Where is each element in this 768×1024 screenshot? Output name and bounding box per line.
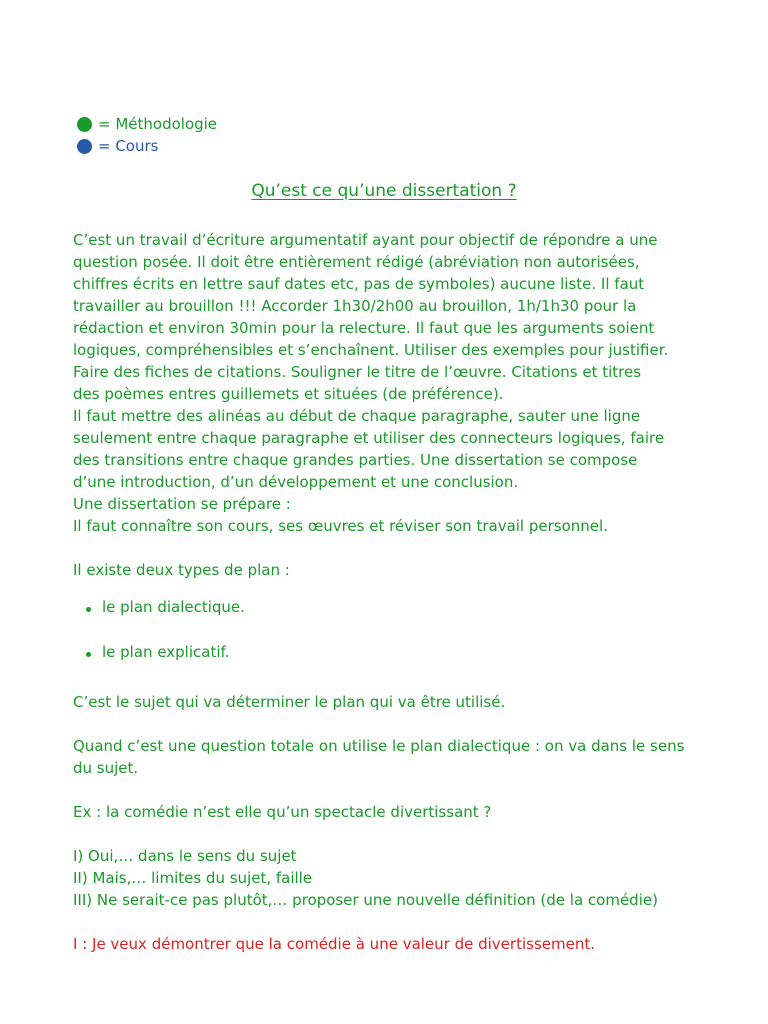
- subject-paragraph: C’est le sujet qui va déterminer le plan qui va être utilisé.: [73, 693, 506, 711]
- list-item-label: le plan dialectique.: [102, 598, 245, 616]
- list-item-label: le plan explicatif.: [102, 643, 230, 661]
- plan-steps: [73, 845, 703, 911]
- blue-dot-icon: [77, 139, 92, 154]
- plan-step: III) Ne serait-ce pas plutôt,… proposer une nouvelle définition (de la comédie): [73, 891, 658, 909]
- text-line: Quand c’est une question totale on utilise le plan dialectique : on va dans le sens: [73, 737, 685, 755]
- intro-paragraph: [73, 229, 703, 537]
- example-paragraph: Ex : la comédie n’est elle qu’un spectacle divertissant ?: [73, 803, 492, 821]
- text-line: rédaction et environ 30min pour la relecture. Il faut que les arguments soient: [73, 319, 655, 337]
- text-line: seulement entre chaque paragraphe et utiliser des connecteurs logiques, faire: [73, 429, 665, 447]
- page-title: Qu’est ce qu’une dissertation ?: [251, 181, 517, 201]
- bullet-icon: [86, 652, 91, 657]
- text-line: question posée. Il doit être entièrement rédigé (abréviation non autorisées,: [73, 253, 640, 271]
- red-statement: I : Je veux démontrer que la comédie à une valeur de divertissement.: [73, 935, 595, 953]
- text-line: du sujet.: [73, 759, 139, 777]
- text-line: des transitions entre chaque grandes parties. Une dissertation se compose: [73, 451, 638, 469]
- text-line: Il faut mettre des alinéas au début de chaque paragraphe, sauter une ligne: [73, 407, 641, 425]
- text-line: logiques, compréhensibles et s’enchaînent. Utiliser des exemples pour justifier.: [73, 341, 669, 359]
- legend-label: = Cours: [98, 137, 159, 155]
- total-question-paragraph: [73, 735, 703, 779]
- plan-intro: Il existe deux types de plan :: [73, 561, 290, 579]
- text-line: des poèmes entres guillemets et situées (de préférence).: [73, 385, 504, 403]
- list-item: [86, 598, 245, 616]
- legend-cours: [77, 136, 158, 156]
- text-line: Une dissertation se prépare :: [73, 495, 291, 513]
- text-line: Il faut connaître son cours, ses œuvres et réviser son travail personnel.: [73, 517, 608, 535]
- text-line: C’est un travail d’écriture argumentatif ayant pour objectif de répondre a une: [73, 231, 658, 249]
- plan-step: I) Oui,… dans le sens du sujet: [73, 847, 297, 865]
- list-item: [86, 643, 229, 661]
- green-dot-icon: [77, 117, 92, 132]
- bullet-icon: [86, 607, 91, 612]
- text-line: travailler au brouillon !!! Accorder 1h30/2h00 au brouillon, 1h/1h30 pour la: [73, 297, 637, 315]
- text-line: Faire des fiches de citations. Souligner le titre de l’œuvre. Citations et titres: [73, 363, 642, 381]
- legend-methodologie: [77, 114, 217, 134]
- text-line: chiffres écrits en lettre sauf dates etc, pas de symboles) aucune liste. Il faut: [73, 275, 645, 293]
- legend-label: = Méthodologie: [98, 115, 218, 133]
- text-line: d’une introduction, d’un développement et une conclusion.: [73, 473, 519, 491]
- plan-step: II) Mais,… limites du sujet, faille: [73, 869, 313, 887]
